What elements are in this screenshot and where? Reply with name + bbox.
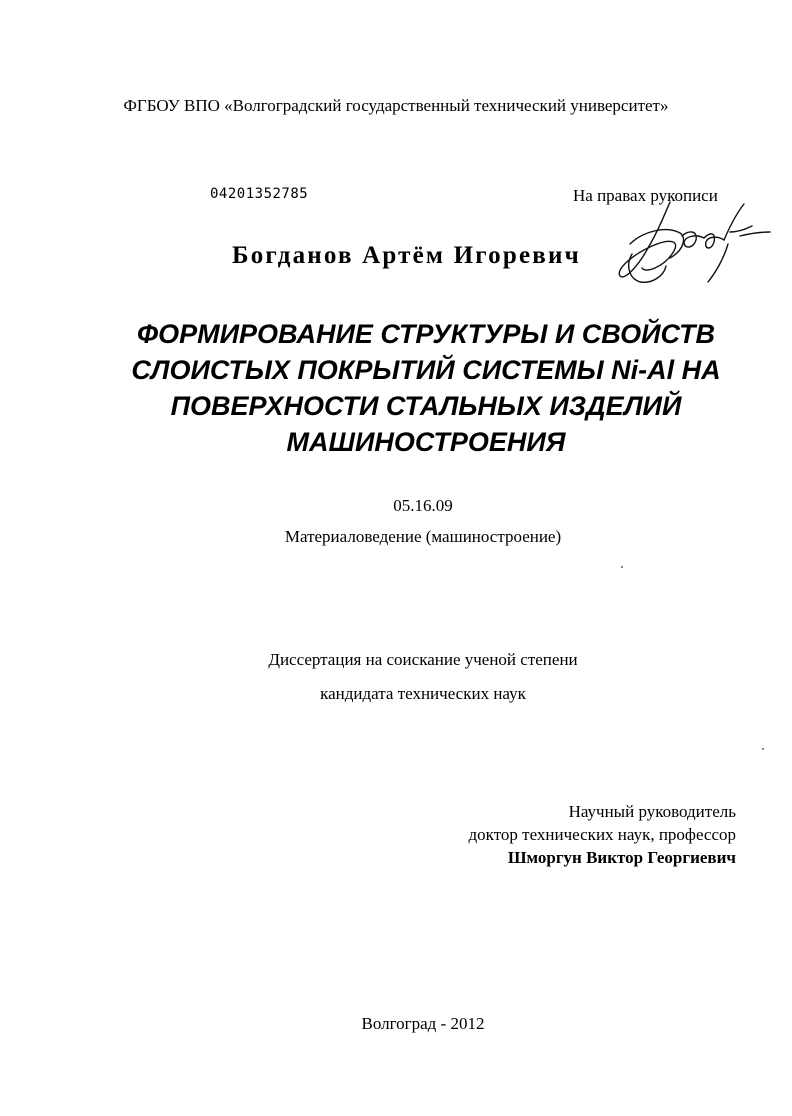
specialty-name: Материаловедение (машиностроение) bbox=[284, 527, 562, 546]
degree-statement-line1: Диссертация на соискание ученой степени bbox=[268, 650, 578, 669]
manuscript-rights-label: На правах рукописи bbox=[573, 186, 718, 205]
handwritten-signature bbox=[612, 196, 772, 296]
title-line: СЛОИСТЫХ ПОКРЫТИЙ СИСТЕМЫ Ni-Al НА bbox=[131, 355, 721, 385]
title-line: МАШИНОСТРОЕНИЯ bbox=[286, 427, 566, 457]
title-line: ПОВЕРХНОСТИ СТАЛЬНЫХ ИЗДЕЛИЙ bbox=[170, 391, 682, 421]
title-line: ФОРМИРОВАНИЕ СТРУКТУРЫ И СВОЙСТВ bbox=[137, 319, 715, 349]
supervisor-role: Научный руководитель bbox=[568, 802, 736, 821]
author-name: Богданов Артём Игоревич bbox=[232, 242, 581, 269]
specialty-code: 05.16.09 bbox=[393, 496, 453, 515]
scan-speck bbox=[762, 748, 764, 750]
institution-name: ФГБОУ ВПО «Волгоградский государственный технический университет» bbox=[123, 96, 669, 115]
registration-number: 04201352785 bbox=[210, 186, 309, 202]
supervisor-name: Шморгун Виктор Георгиевич bbox=[507, 848, 736, 867]
scan-speck bbox=[621, 566, 623, 568]
supervisor-block bbox=[469, 800, 736, 869]
supervisor-degree: доктор технических наук, профессор bbox=[468, 825, 736, 844]
city-year: Волгоград - 2012 bbox=[361, 1014, 485, 1033]
dissertation-title bbox=[96, 316, 756, 460]
degree-statement-line2: кандидата технических наук bbox=[320, 684, 526, 703]
